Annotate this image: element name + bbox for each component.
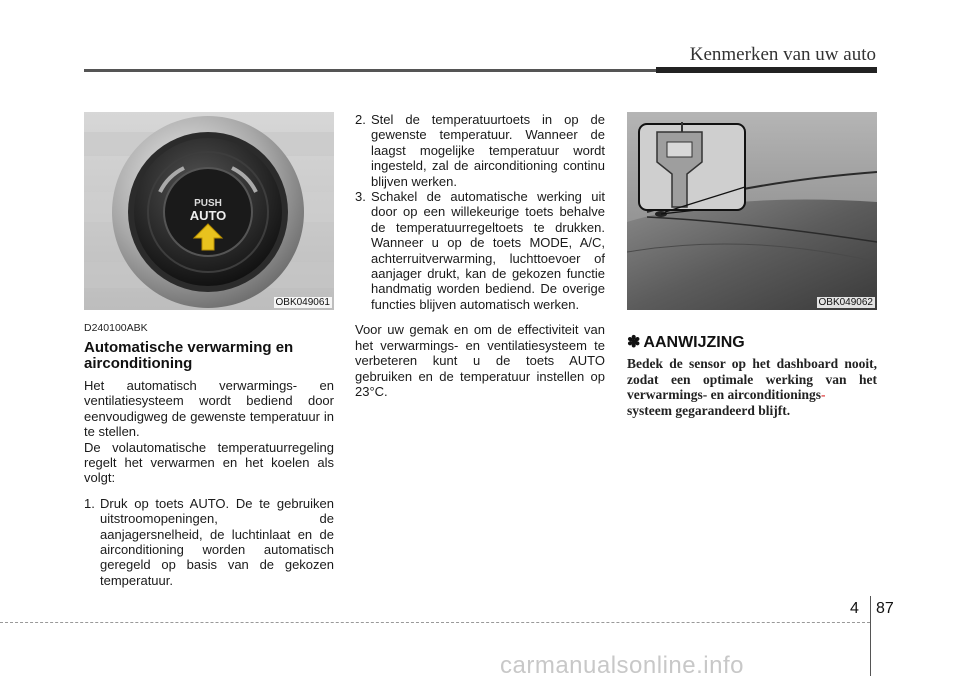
auto-button-illustration [84,112,334,310]
list-text: Stel de temperatuurtoets in op de gewenste temperatuur. Wanneer de laagst mogelijke temperatuur wordt ingesteld, zal de airconditioning continu blijven werken. [371,112,605,189]
figure-label: OBK049062 [818,297,873,308]
notice-title: AANWIJZING [643,334,745,351]
list-number: 2. [355,112,366,127]
intro-paragraph: Het automatisch verwarmings- en ventilatiesysteem wordt bediend door eenvoudigweg de gewenste temperatuur in te stellen. [84,378,334,440]
auto-label: AUTO [189,208,227,223]
list-text: Schakel de automatische werking uit door op een willekeurige toets behalve de temperatuurregeltoets te drukken. Wanneer u op de toets MODE, A/C, achterruitverwarming, luchttoevoer of aanjager drukt, kan de gekozen functie handmatig worden bediend. De overige functies blijven automatisch werken. [371,189,605,312]
push-label: PUSH [194,198,222,209]
notice-text-part1: Bedek de sensor op het dashboard nooit, zodat een optimale werking van het verwarmings- en airconditionings [627,356,877,402]
sensor-illustration [627,112,877,310]
list-number: 3. [355,189,366,205]
regulation-paragraph: De volautomatische temperatuurregeling regelt het verwarmen en het koelen als volgt: [84,439,334,486]
notice-text [627,356,877,418]
notice-hyphen: - [821,387,826,402]
sensor-figure [627,112,877,310]
page-number-divider [870,596,871,676]
list-item-3 [355,189,605,312]
figure-label: OBK049061 [275,297,330,308]
page-number: 87 [876,600,894,617]
chapter-number: 4 [850,600,859,617]
notice-text-part2: systeem gegarandeerd blijft. [627,402,791,418]
header-rule-accent [656,67,877,73]
left-column [84,112,334,588]
section-heading: Automatische verwarming en airconditioning [84,339,294,372]
header-title: Kenmerken van uw auto [689,44,876,65]
section-code: D240100ABK [84,322,148,334]
watermark: carmanualsonline.info [500,652,744,679]
list-item-1 [84,496,334,588]
list-item-2 [355,112,605,189]
list-text: Druk op toets AUTO. De te gebruiken uitstroomopeningen, de aanjagersnelheid, de luchtinlaat en de airconditioning worden automatisch geregeld op basis van de gekozen temperatuur. [100,495,334,588]
notice-heading [627,332,877,352]
footer-rule [0,622,870,623]
auto-button-figure [84,112,334,310]
right-column [627,112,877,418]
convenience-paragraph: Voor uw gemak en om de effectiviteit van het verwarmings- en ventilatiesysteem te verbeteren kunt u de toets AUTO gebruiken en de temperatuur instellen op 23°C. [355,322,605,399]
list-number: 1. [84,495,95,511]
middle-column [355,112,605,399]
notice-star-icon: ✽ [627,334,641,351]
